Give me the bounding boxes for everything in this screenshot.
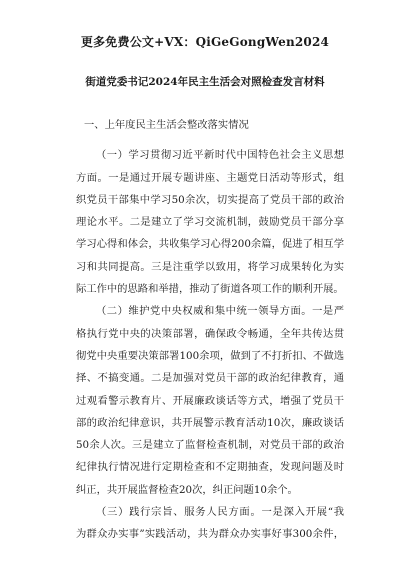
paragraph-line: 习和共同提高。三是注重学以致用，将学习成果转化为实 bbox=[76, 260, 344, 273]
document-title: 街道党委书记2024年民主生活会对照检查发言材料 bbox=[85, 76, 325, 88]
paragraph-line: 为群众办实事”实践活动，共为群众办实事好事300余件， bbox=[76, 528, 344, 541]
paragraph-line: （三）践行宗旨、服务人民方面。一是深入开展“我 bbox=[96, 506, 344, 519]
paragraph-line: （一）学习贯彻习近平新时代中国特色社会主义思想 bbox=[96, 149, 344, 162]
paragraph-line: 部的政治纪律意识，共开展警示教育活动10次，廉政谈话 bbox=[76, 416, 344, 429]
paragraph-line: 学习心得和体会，共收集学习心得200余篇，促进了相互学 bbox=[76, 238, 344, 251]
watermark-text: 更多免费公文+VX：QiGeGongWen2024 bbox=[80, 35, 330, 49]
paragraph-line: 50余人次。三是建立了监督检查机制，对党员干部的政治 bbox=[76, 439, 344, 452]
document-body bbox=[76, 114, 344, 546]
paragraph-line: 纪律执行情况进行定期检查和不定期抽查，发现问题及时 bbox=[76, 461, 344, 474]
paragraph-line: 择、不搞变通。二是加强对党员干部的政治纪律教育，通 bbox=[76, 372, 344, 385]
paragraph-line: 理论水平。二是建立了学习交流机制，鼓励党员干部分享 bbox=[76, 216, 344, 229]
paragraph-line: 方面。一是通过开展专题讲座、主题党日活动等形式，组 bbox=[76, 171, 344, 184]
paragraph-line: 纠正，共开展监督检查20次，纠正问题10余个。 bbox=[76, 483, 298, 496]
section-gap bbox=[76, 136, 344, 144]
paragraph-line: （二）维护党中央权威和集中统一领导方面。一是严 bbox=[96, 305, 344, 318]
paragraph-line: 际工作中的思路和举措，推动了街道各项工作的顺利开展。 bbox=[76, 283, 344, 296]
paragraph-line: 彻党中央重要决策部署100余项，做到了不打折扣、不做选 bbox=[76, 349, 344, 362]
paragraph-line: 格执行党中央的决策部署，确保政令畅通，全年共传达贯 bbox=[76, 327, 344, 340]
paragraph-line: 过观看警示教育片、开展廉政谈话等方式，增强了党员干 bbox=[76, 394, 344, 407]
section-heading: 一、上年度民主生活会整改落实情况 bbox=[84, 119, 249, 131]
paragraph-line: 织党员干部集中学习50余次，切实提高了党员干部的政治 bbox=[76, 193, 344, 206]
